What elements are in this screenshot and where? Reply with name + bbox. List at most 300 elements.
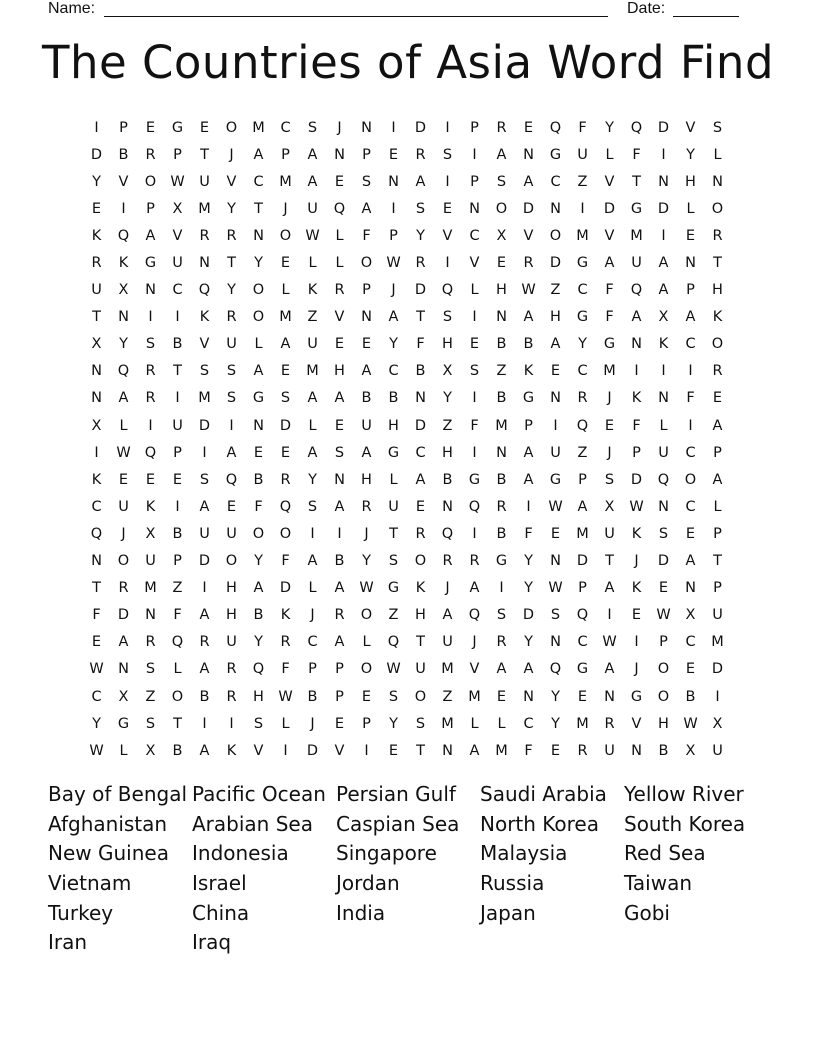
grid-letter: L bbox=[470, 282, 479, 299]
grid-letter: A bbox=[361, 200, 372, 217]
grid-letter: P bbox=[173, 146, 182, 163]
grid-letter: J bbox=[607, 390, 612, 407]
grid-letter: E bbox=[145, 471, 156, 488]
grid-letter: K bbox=[91, 471, 102, 488]
grid-letter: E bbox=[631, 607, 642, 624]
grid-letter: H bbox=[415, 607, 426, 624]
grid-letter: C bbox=[577, 634, 588, 651]
grid-letter: U bbox=[415, 661, 426, 678]
grid-letter: V bbox=[253, 742, 264, 759]
word-bank-item: Taiwan bbox=[624, 871, 693, 896]
grid-letter: P bbox=[578, 580, 587, 597]
grid-letter: E bbox=[712, 390, 723, 407]
grid-letter: M bbox=[252, 119, 265, 136]
grid-letter: A bbox=[388, 309, 399, 326]
grid-letter: O bbox=[225, 119, 238, 136]
grid-letter: P bbox=[173, 444, 182, 461]
grid-letter: A bbox=[334, 634, 345, 651]
grid-letter: A bbox=[226, 444, 237, 461]
word-bank-item: Indonesia bbox=[192, 841, 289, 866]
date-field[interactable] bbox=[673, 16, 739, 17]
grid-letter: M bbox=[576, 227, 589, 244]
grid-letter: S bbox=[280, 390, 291, 407]
grid-letter: G bbox=[522, 390, 535, 407]
grid-letter: P bbox=[632, 444, 641, 461]
grid-letter: U bbox=[145, 553, 156, 570]
grid-letter: Q bbox=[117, 227, 130, 244]
grid-letter: O bbox=[279, 525, 292, 542]
grid-letter: I bbox=[661, 146, 666, 163]
grid-letter: P bbox=[308, 661, 317, 678]
grid-letter: N bbox=[442, 498, 453, 515]
grid-letter: K bbox=[199, 309, 210, 326]
grid-letter: T bbox=[416, 742, 425, 759]
grid-letter: S bbox=[334, 444, 345, 461]
grid-letter: D bbox=[630, 471, 643, 488]
grid-letter: A bbox=[199, 607, 210, 624]
grid-letter: W bbox=[683, 715, 698, 732]
grid-letter: A bbox=[604, 580, 615, 597]
grid-letter: B bbox=[172, 525, 183, 542]
grid-letter: J bbox=[472, 634, 477, 651]
grid-letter: Q bbox=[630, 282, 643, 299]
grid-letter: I bbox=[634, 363, 639, 380]
grid-letter: A bbox=[685, 309, 696, 326]
grid-letter: T bbox=[416, 309, 425, 326]
grid-letter: S bbox=[604, 471, 615, 488]
grid-letter: N bbox=[550, 634, 561, 651]
grid-letter: E bbox=[496, 255, 507, 272]
grid-letter: B bbox=[496, 525, 507, 542]
grid-letter: O bbox=[360, 255, 373, 272]
grid-letter: N bbox=[253, 227, 264, 244]
grid-letter: L bbox=[254, 336, 263, 353]
grid-letter: I bbox=[472, 146, 477, 163]
grid-letter: B bbox=[253, 607, 264, 624]
grid-letter: G bbox=[576, 661, 589, 678]
grid-letter: P bbox=[362, 715, 371, 732]
grid-letter: U bbox=[118, 498, 129, 515]
grid-letter: C bbox=[388, 363, 399, 380]
grid-letter: Q bbox=[198, 282, 211, 299]
word-bank-item: Afghanistan bbox=[48, 811, 168, 836]
grid-letter: Y bbox=[119, 336, 128, 353]
grid-letter: O bbox=[360, 607, 373, 624]
grid-letter: B bbox=[496, 471, 507, 488]
grid-letter: P bbox=[713, 580, 722, 597]
grid-letter: O bbox=[657, 688, 670, 705]
grid-letter: L bbox=[119, 417, 128, 434]
grid-letter: I bbox=[688, 417, 693, 434]
grid-letter: G bbox=[144, 255, 157, 272]
grid-letter: I bbox=[121, 200, 126, 217]
grid-letter: V bbox=[631, 715, 642, 732]
grid-letter: R bbox=[496, 119, 507, 136]
grid-letter: A bbox=[334, 390, 345, 407]
grid-letter: F bbox=[362, 227, 371, 244]
grid-letter: D bbox=[414, 282, 427, 299]
grid-letter: U bbox=[604, 742, 615, 759]
grid-letter: A bbox=[307, 173, 318, 190]
grid-letter: W bbox=[602, 634, 617, 651]
grid-letter: A bbox=[253, 146, 264, 163]
grid-letter: O bbox=[549, 227, 562, 244]
grid-letter: Y bbox=[416, 227, 425, 244]
grid-letter: A bbox=[415, 173, 426, 190]
grid-letter: E bbox=[253, 444, 264, 461]
grid-letter: V bbox=[442, 227, 453, 244]
grid-letter: Y bbox=[254, 553, 263, 570]
grid-letter: U bbox=[307, 200, 318, 217]
grid-letter: E bbox=[334, 336, 345, 353]
grid-letter: J bbox=[634, 661, 639, 678]
grid-letter: X bbox=[658, 309, 669, 326]
grid-letter: O bbox=[225, 553, 238, 570]
grid-letter: Y bbox=[92, 173, 101, 190]
grid-letter: S bbox=[388, 553, 399, 570]
grid-letter: F bbox=[605, 309, 614, 326]
grid-letter: C bbox=[685, 444, 696, 461]
grid-letter: M bbox=[603, 363, 616, 380]
grid-letter: R bbox=[226, 688, 237, 705]
grid-letter: L bbox=[605, 146, 614, 163]
grid-letter: W bbox=[521, 282, 536, 299]
grid-letter: L bbox=[659, 417, 668, 434]
word-bank-item: Jordan bbox=[336, 871, 400, 896]
grid-letter: N bbox=[361, 119, 372, 136]
grid-letter: H bbox=[253, 688, 264, 705]
grid-letter: M bbox=[468, 688, 481, 705]
grid-letter: I bbox=[148, 309, 153, 326]
grid-letter: R bbox=[280, 634, 291, 651]
grid-letter: I bbox=[148, 417, 153, 434]
grid-letter: O bbox=[684, 471, 697, 488]
grid-letter: R bbox=[199, 227, 210, 244]
grid-letter: M bbox=[144, 580, 157, 597]
grid-letter: N bbox=[334, 471, 345, 488]
grid-letter: S bbox=[145, 661, 156, 678]
word-bank-item: Russia bbox=[480, 871, 545, 896]
grid-letter: S bbox=[469, 363, 480, 380]
grid-letter: A bbox=[307, 390, 318, 407]
grid-letter: Z bbox=[577, 444, 588, 461]
grid-letter: M bbox=[576, 715, 589, 732]
grid-letter: P bbox=[335, 661, 344, 678]
grid-letter: Y bbox=[524, 553, 533, 570]
grid-letter: J bbox=[283, 200, 288, 217]
grid-letter: N bbox=[199, 255, 210, 272]
grid-letter: G bbox=[117, 715, 130, 732]
grid-letter: B bbox=[334, 553, 345, 570]
grid-letter: C bbox=[91, 498, 102, 515]
grid-letter: J bbox=[310, 715, 315, 732]
grid-letter: L bbox=[281, 282, 290, 299]
grid-letter: Y bbox=[524, 580, 533, 597]
grid-letter: O bbox=[252, 525, 265, 542]
grid-letter: Q bbox=[333, 200, 346, 217]
grid-letter: R bbox=[145, 390, 156, 407]
grid-letter: O bbox=[414, 688, 427, 705]
word-bank-item: Vietnam bbox=[48, 871, 132, 896]
grid-letter: B bbox=[442, 471, 453, 488]
grid-letter: Z bbox=[442, 417, 453, 434]
grid-letter: T bbox=[713, 255, 722, 272]
grid-letter: G bbox=[468, 471, 481, 488]
grid-letter: N bbox=[469, 200, 480, 217]
grid-letter: N bbox=[631, 336, 642, 353]
grid-letter: X bbox=[442, 363, 453, 380]
grid-letter: X bbox=[712, 715, 723, 732]
grid-letter: Q bbox=[387, 634, 400, 651]
grid-letter: U bbox=[712, 742, 723, 759]
grid-letter: P bbox=[659, 634, 668, 651]
grid-letter: P bbox=[281, 146, 290, 163]
grid-letter: M bbox=[630, 227, 643, 244]
grid-letter: E bbox=[118, 471, 129, 488]
grid-letter: G bbox=[603, 336, 616, 353]
grid-letter: B bbox=[496, 390, 507, 407]
grid-letter: K bbox=[712, 309, 723, 326]
grid-letter: L bbox=[686, 200, 695, 217]
grid-letter: I bbox=[472, 525, 477, 542]
grid-letter: J bbox=[364, 525, 369, 542]
grid-letter: W bbox=[386, 661, 401, 678]
grid-letter: L bbox=[173, 661, 182, 678]
grid-letter: E bbox=[388, 742, 399, 759]
grid-letter: U bbox=[631, 255, 642, 272]
grid-letter: A bbox=[199, 498, 210, 515]
word-bank-item: Gobi bbox=[624, 900, 670, 925]
grid-letter: Q bbox=[171, 634, 184, 651]
grid-letter: V bbox=[604, 227, 615, 244]
grid-letter: B bbox=[307, 688, 318, 705]
grid-letter: I bbox=[526, 498, 531, 515]
grid-letter: J bbox=[445, 580, 450, 597]
grid-letter: R bbox=[415, 525, 426, 542]
grid-letter: I bbox=[202, 444, 207, 461]
grid-letter: Q bbox=[657, 471, 670, 488]
grid-letter: Y bbox=[389, 336, 398, 353]
grid-letter: A bbox=[496, 146, 507, 163]
grid-letter: A bbox=[523, 661, 534, 678]
grid-letter: A bbox=[307, 553, 318, 570]
grid-letter: A bbox=[199, 661, 210, 678]
grid-letter: G bbox=[576, 255, 589, 272]
grid-letter: A bbox=[523, 444, 534, 461]
grid-letter: R bbox=[496, 498, 507, 515]
grid-letter: A bbox=[415, 471, 426, 488]
grid-letter: L bbox=[335, 255, 344, 272]
grid-letter: L bbox=[281, 715, 290, 732]
grid-letter: A bbox=[604, 255, 615, 272]
grid-letter: C bbox=[523, 715, 534, 732]
grid-letter: F bbox=[92, 607, 101, 624]
grid-letter: W bbox=[629, 498, 644, 515]
grid-letter: N bbox=[658, 390, 669, 407]
grid-letter: E bbox=[388, 146, 399, 163]
grid-letter: E bbox=[550, 363, 561, 380]
grid-letter: Q bbox=[441, 282, 454, 299]
grid-letter: R bbox=[604, 715, 615, 732]
grid-letter: Q bbox=[549, 119, 562, 136]
grid-letter: U bbox=[577, 146, 588, 163]
grid-letter: P bbox=[362, 282, 371, 299]
grid-letter: I bbox=[310, 525, 315, 542]
grid-letter: W bbox=[359, 580, 374, 597]
grid-letter: W bbox=[170, 173, 185, 190]
grid-letter: F bbox=[281, 553, 290, 570]
grid-letter: I bbox=[499, 580, 504, 597]
grid-letter: C bbox=[550, 173, 561, 190]
grid-letter: G bbox=[171, 119, 184, 136]
grid-letter: E bbox=[550, 742, 561, 759]
grid-letter: I bbox=[283, 742, 288, 759]
grid-letter: L bbox=[713, 146, 722, 163]
grid-letter: X bbox=[496, 227, 507, 244]
grid-letter: P bbox=[119, 119, 128, 136]
grid-letter: E bbox=[361, 336, 372, 353]
grid-letter: I bbox=[391, 200, 396, 217]
grid-letter: U bbox=[388, 498, 399, 515]
grid-letter: M bbox=[711, 634, 724, 651]
grid-letter: F bbox=[524, 742, 533, 759]
grid-letter: I bbox=[337, 525, 342, 542]
grid-letter: D bbox=[414, 417, 427, 434]
grid-letter: Y bbox=[308, 471, 317, 488]
grid-letter: M bbox=[495, 742, 508, 759]
grid-letter: X bbox=[118, 282, 129, 299]
grid-letter: U bbox=[658, 444, 669, 461]
grid-letter: N bbox=[496, 309, 507, 326]
grid-letter: B bbox=[658, 742, 669, 759]
grid-letter: K bbox=[658, 336, 669, 353]
grid-letter: L bbox=[497, 715, 506, 732]
grid-letter: L bbox=[308, 417, 317, 434]
grid-letter: R bbox=[523, 255, 534, 272]
grid-letter: A bbox=[523, 471, 534, 488]
grid-letter: A bbox=[280, 336, 291, 353]
grid-letter: J bbox=[337, 119, 342, 136]
grid-letter: K bbox=[307, 282, 318, 299]
grid-letter: I bbox=[94, 119, 99, 136]
name-field[interactable] bbox=[104, 16, 608, 17]
grid-letter: Q bbox=[117, 363, 130, 380]
grid-letter: A bbox=[307, 444, 318, 461]
grid-letter: Y bbox=[92, 715, 101, 732]
grid-letter: F bbox=[686, 390, 695, 407]
word-bank-item: India bbox=[336, 900, 386, 925]
grid-letter: E bbox=[280, 444, 291, 461]
word-bank-item: Arabian Sea bbox=[192, 811, 313, 836]
grid-letter: T bbox=[416, 634, 425, 651]
grid-letter: N bbox=[550, 390, 561, 407]
grid-letter: C bbox=[577, 282, 588, 299]
grid-letter: T bbox=[173, 363, 182, 380]
grid-letter: F bbox=[254, 498, 263, 515]
grid-letter: T bbox=[632, 173, 641, 190]
grid-letter: F bbox=[524, 525, 533, 542]
grid-letter: X bbox=[685, 742, 696, 759]
grid-letter: R bbox=[577, 390, 588, 407]
grid-letter: E bbox=[604, 417, 615, 434]
grid-letter: S bbox=[253, 715, 264, 732]
grid-letter: F bbox=[632, 146, 641, 163]
grid-letter: A bbox=[712, 417, 723, 434]
grid-letter: O bbox=[252, 309, 265, 326]
grid-letter: P bbox=[362, 146, 371, 163]
grid-letter: D bbox=[576, 553, 589, 570]
grid-letter: T bbox=[227, 255, 236, 272]
grid-letter: S bbox=[145, 715, 156, 732]
grid-letter: V bbox=[226, 173, 237, 190]
word-bank-item: Persian Gulf bbox=[336, 782, 456, 806]
grid-letter: D bbox=[90, 146, 103, 163]
grid-letter: W bbox=[89, 742, 104, 759]
grid-letter: E bbox=[91, 634, 102, 651]
grid-letter: R bbox=[496, 634, 507, 651]
grid-letter: A bbox=[469, 580, 480, 597]
grid-letter: E bbox=[334, 417, 345, 434]
grid-letter: G bbox=[576, 309, 589, 326]
word-bank-item: North Korea bbox=[480, 811, 599, 836]
grid-letter: W bbox=[386, 255, 401, 272]
word-bank-item: South Korea bbox=[624, 811, 746, 836]
grid-letter: H bbox=[361, 471, 372, 488]
grid-letter: R bbox=[469, 553, 480, 570]
grid-letter: P bbox=[173, 553, 182, 570]
grid-letter: V bbox=[172, 227, 183, 244]
grid-letter: G bbox=[387, 580, 400, 597]
grid-letter: S bbox=[415, 715, 426, 732]
grid-letter: X bbox=[91, 417, 102, 434]
grid-letter: R bbox=[712, 227, 723, 244]
grid-letter: B bbox=[172, 336, 183, 353]
grid-letter: G bbox=[387, 444, 400, 461]
grid-letter: R bbox=[145, 634, 156, 651]
grid-letter: Y bbox=[551, 715, 560, 732]
grid-letter: U bbox=[307, 336, 318, 353]
grid-letter: R bbox=[577, 742, 588, 759]
grid-letter: K bbox=[280, 607, 291, 624]
grid-letter: I bbox=[202, 715, 207, 732]
grid-letter: D bbox=[198, 417, 211, 434]
grid-letter: U bbox=[442, 634, 453, 651]
grid-letter: W bbox=[305, 227, 320, 244]
grid-letter: K bbox=[145, 498, 156, 515]
grid-letter: N bbox=[685, 255, 696, 272]
grid-letter: R bbox=[334, 607, 345, 624]
grid-letter: S bbox=[307, 498, 318, 515]
grid-letter: A bbox=[604, 661, 615, 678]
grid-letter: H bbox=[226, 580, 237, 597]
grid-letter: R bbox=[226, 309, 237, 326]
grid-letter: G bbox=[549, 471, 562, 488]
grid-letter: Y bbox=[605, 119, 614, 136]
grid-letter: A bbox=[118, 390, 129, 407]
grid-letter: S bbox=[496, 607, 507, 624]
grid-letter: R bbox=[415, 255, 426, 272]
grid-letter: D bbox=[414, 119, 427, 136]
grid-letter: P bbox=[146, 200, 155, 217]
grid-letter: D bbox=[279, 580, 292, 597]
grid-letter: T bbox=[389, 525, 398, 542]
grid-letter: W bbox=[548, 580, 563, 597]
grid-letter: D bbox=[522, 607, 535, 624]
grid-letter: J bbox=[121, 525, 126, 542]
grid-letter: D bbox=[657, 119, 670, 136]
grid-letter: V bbox=[118, 173, 129, 190]
grid-letter: V bbox=[604, 173, 615, 190]
